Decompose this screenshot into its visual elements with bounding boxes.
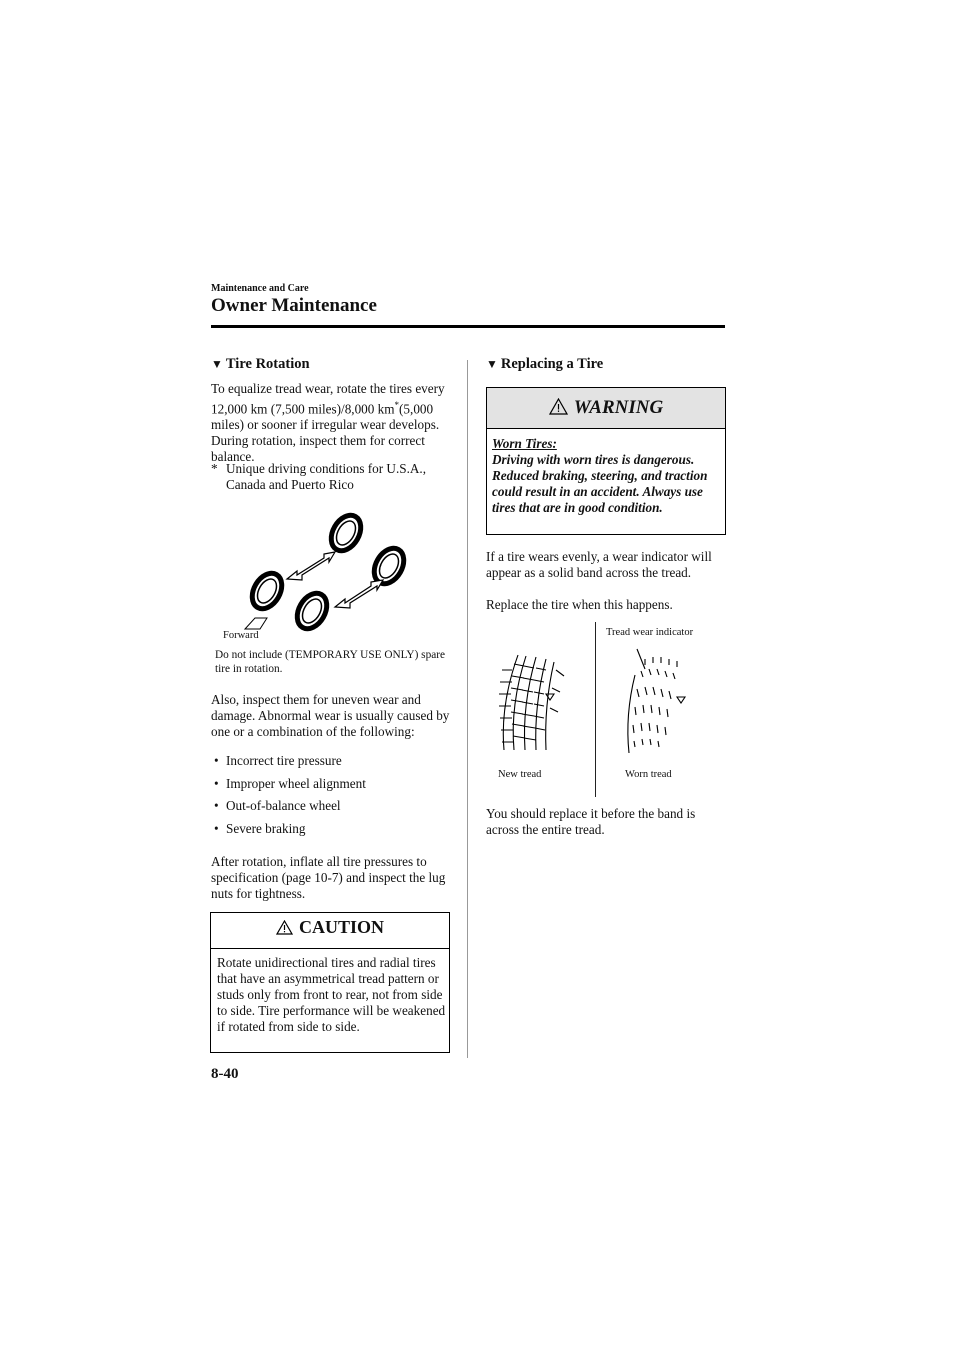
tire-icon	[246, 510, 410, 634]
warning-text: Driving with worn tires is dangerous. Reduced braking, steering, and traction could result in an accident. Always use tires that are in good condition.	[492, 452, 708, 515]
forward-label: Forward	[223, 630, 259, 641]
tread-divider	[595, 622, 596, 797]
warning-header: WARNING	[487, 388, 725, 428]
column-divider	[467, 360, 468, 1058]
tire-rotation-diagram	[211, 505, 461, 645]
list-item: • Out-of-balance wheel	[214, 798, 341, 813]
footnote: * Unique driving conditions for U.S.A., Canada and Puerto Rico	[211, 461, 426, 492]
spare-tire-note: Do not include (TEMPORARY USE ONLY) spare tire in rotation.	[215, 649, 446, 675]
replace-paragraph: Replace the tire when this happens.	[486, 597, 673, 612]
triangle-icon: ▼	[211, 357, 223, 371]
tire-rotation-paragraph: To equalize tread wear, rotate the tires every 12,000 km (7,500 miles)/8,000 km*(5,000 miles) or sooner if irregular wear develops. During rotation, inspect them for correct balance.	[211, 381, 445, 465]
forward-icon	[245, 618, 267, 629]
list-item: • Severe braking	[214, 820, 306, 836]
worn-tread-illustration	[615, 645, 715, 757]
after-rotation-paragraph: After rotation, inflate all tire pressures to specification (page 10-7) and inspect the lug nuts for tightness.	[211, 854, 446, 901]
page-title: Owner Maintenance	[211, 295, 377, 316]
worn-tread-label: Worn tread	[625, 769, 672, 780]
header-rule	[211, 325, 725, 328]
triangle-icon: ▼	[486, 357, 498, 371]
warning-triangle-icon	[549, 398, 568, 415]
new-tread-label: New tread	[498, 769, 542, 780]
tire-rotation-heading: ▼ Tire Rotation	[211, 356, 310, 372]
tread-wear-indicator-label: Tread wear indicator	[606, 627, 694, 638]
section-label: Maintenance and Care	[211, 283, 309, 294]
new-tread-illustration	[490, 650, 590, 755]
list-item: • Improper wheel alignment	[214, 775, 366, 791]
caution-box	[210, 912, 450, 1053]
caution-header: CAUTION	[211, 913, 449, 941]
warning-divider	[487, 428, 725, 429]
replacing-tire-heading: ▼ Replacing a Tire	[486, 356, 604, 372]
asterisk-mark: *	[394, 400, 400, 410]
warning-subtitle: Worn Tires:	[492, 436, 557, 451]
page-number: 8-40	[211, 1066, 239, 1082]
caution-divider	[211, 948, 449, 949]
caution-text: Rotate unidirectional tires and radial tires that have an asymmetrical tread pattern or studs only from front to rear, not from side to side. Tire performance will be weakened if rotated from side to side.	[217, 955, 446, 1034]
wear-indicator-paragraph: If a tire wears evenly, a wear indicator will appear as a solid band across the tread.	[486, 549, 712, 580]
replace-before-paragraph: You should replace it before the band is across the entire tread.	[486, 806, 696, 837]
inspection-paragraph: Also, inspect them for uneven wear and damage. Abnormal wear is usually caused by one or a combination of the following:	[211, 692, 450, 739]
wear-causes-list	[211, 753, 456, 843]
list-item: • Incorrect tire pressure	[214, 753, 342, 768]
warning-triangle-icon	[276, 920, 293, 935]
